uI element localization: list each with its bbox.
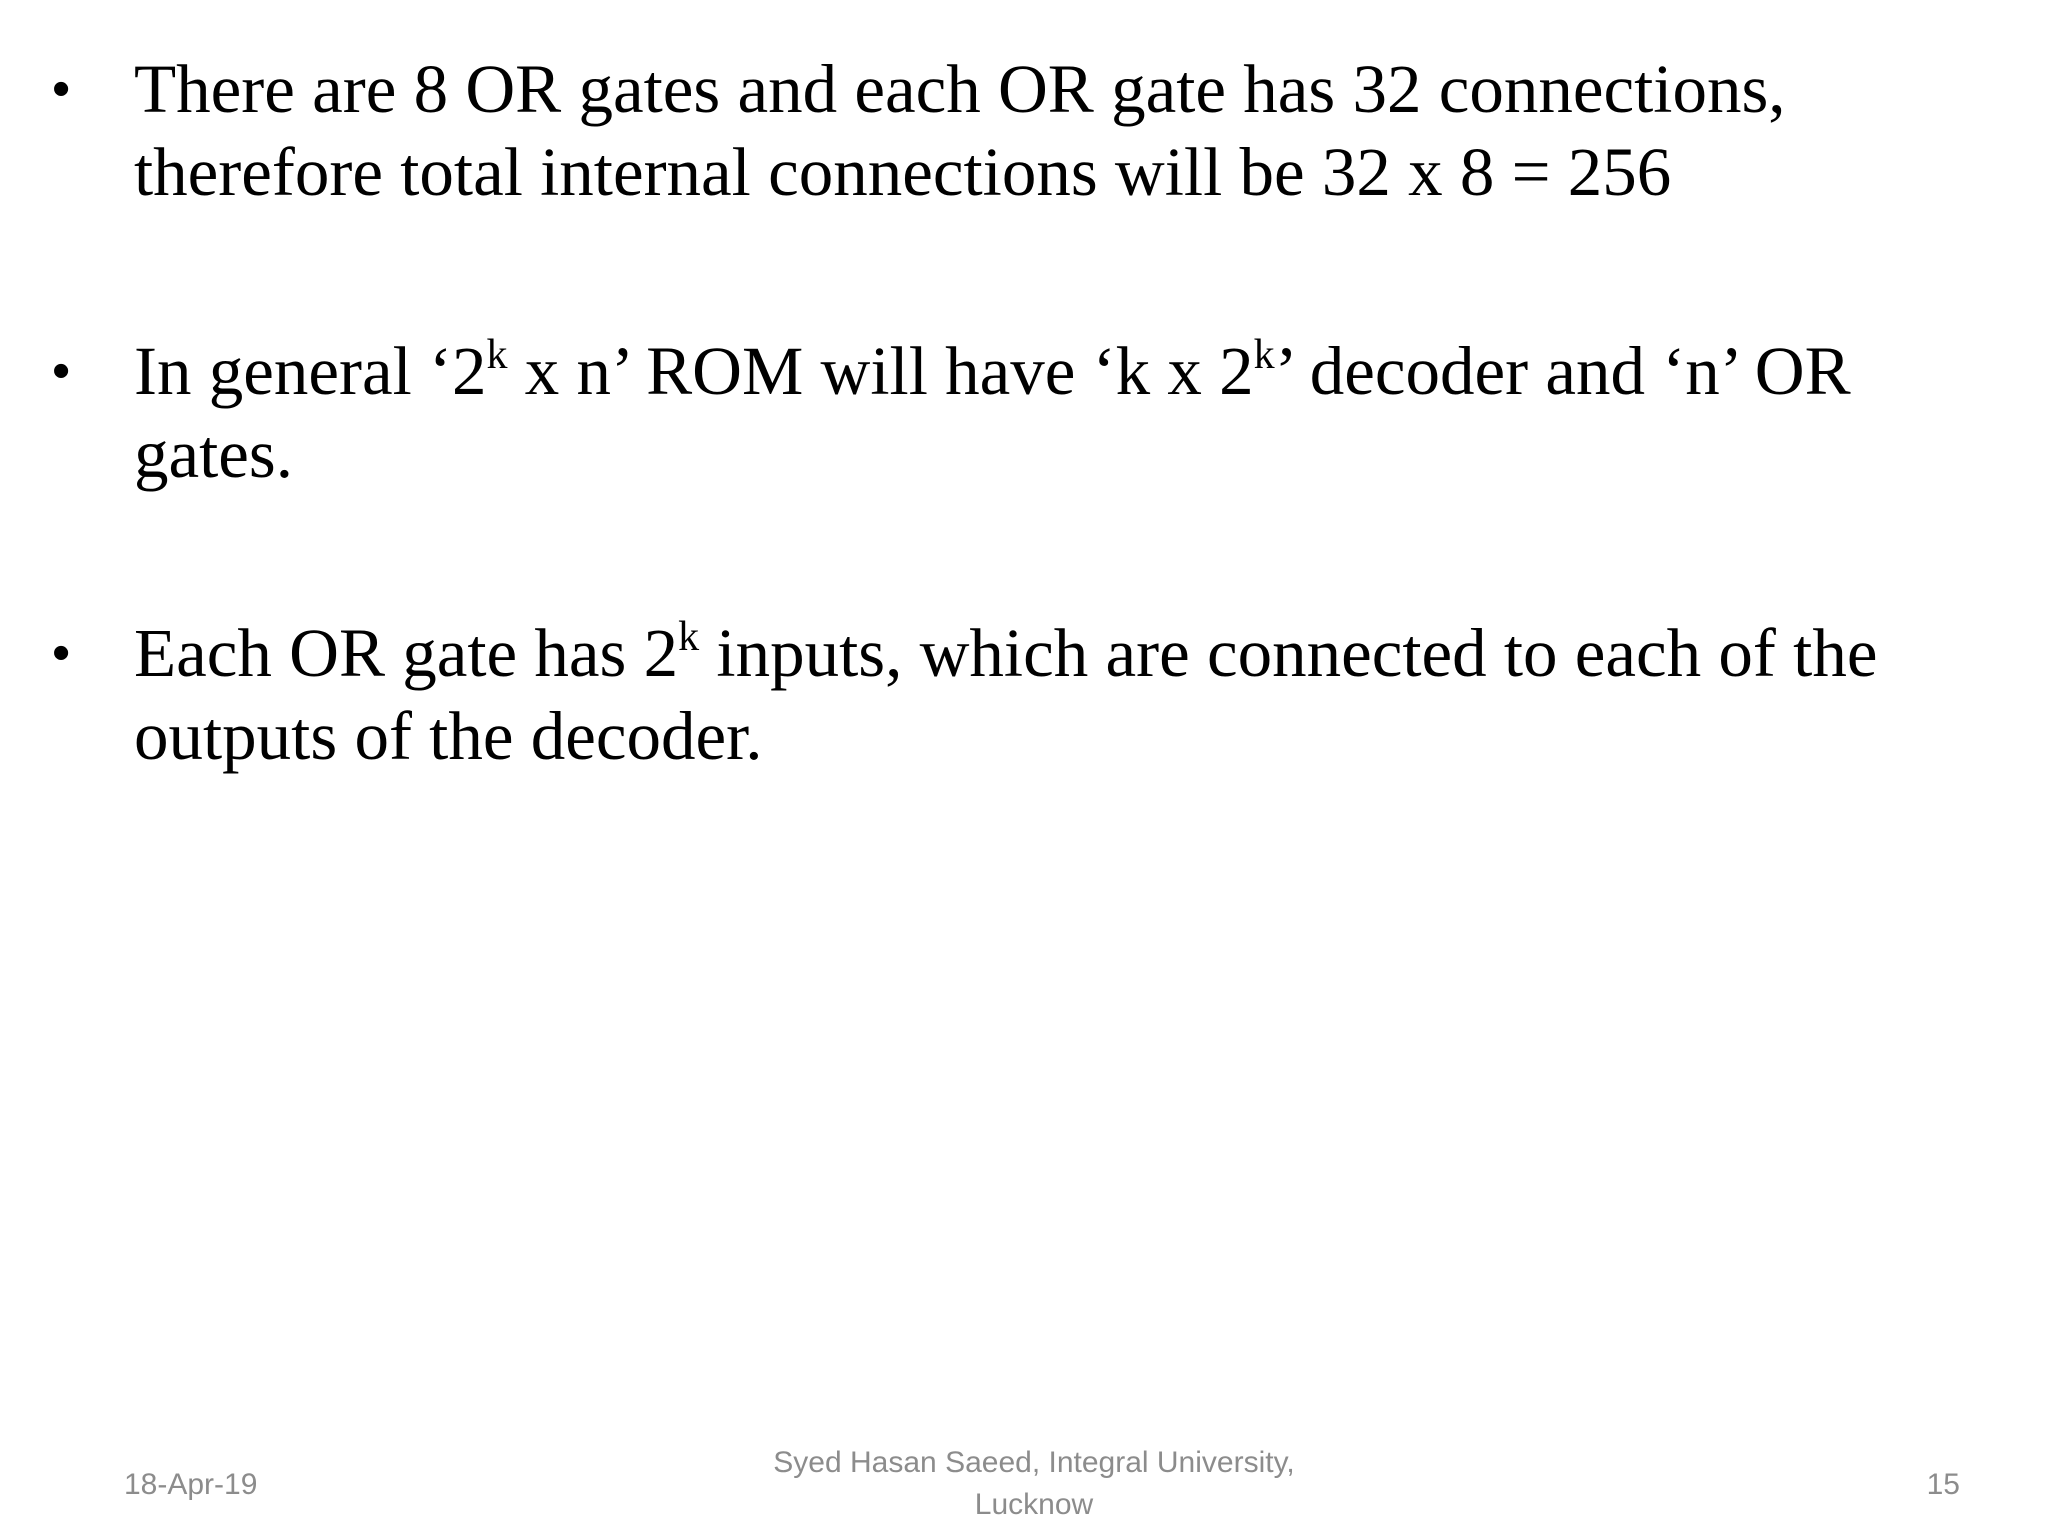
bullet-text bbox=[134, 48, 1982, 214]
bullet-line: gates. bbox=[134, 416, 294, 492]
bullet-icon: • bbox=[52, 60, 71, 118]
footer-author-line: Lucknow bbox=[974, 1488, 1094, 1521]
bullet-line bbox=[134, 612, 1982, 695]
bullet-line: therefore total internal connections will be 32 x 8 = 256 bbox=[134, 134, 1672, 210]
text-run: inputs, which are connected to each of the bbox=[699, 615, 1878, 691]
footer-date: 18-Apr-19 bbox=[124, 1468, 258, 1501]
bullet-icon: • bbox=[52, 342, 71, 400]
footer-author-line: Syed Hasan Saeed, Integral University, bbox=[773, 1446, 1295, 1479]
text-run: ’ decoder and ‘n’ OR bbox=[1274, 333, 1851, 409]
superscript: k bbox=[486, 332, 508, 378]
bullet-line bbox=[134, 330, 1982, 413]
text-run: x n’ ROM will have ‘k x 2 bbox=[507, 333, 1254, 409]
text-run: Each OR gate has 2 bbox=[134, 615, 679, 691]
page-number: 15 bbox=[1926, 1468, 1960, 1501]
bullet-text bbox=[134, 330, 1982, 496]
superscript: k bbox=[678, 614, 700, 660]
bullet-line: There are 8 OR gates and each OR gate has 32 connections, bbox=[134, 51, 1786, 127]
footer-author bbox=[724, 1442, 1344, 1526]
superscript: k bbox=[1253, 332, 1275, 378]
bullet-line: outputs of the decoder. bbox=[134, 698, 763, 774]
bullet-icon: • bbox=[52, 624, 71, 682]
text-run: In general ‘2 bbox=[134, 333, 487, 409]
bullet-text bbox=[134, 612, 1982, 778]
